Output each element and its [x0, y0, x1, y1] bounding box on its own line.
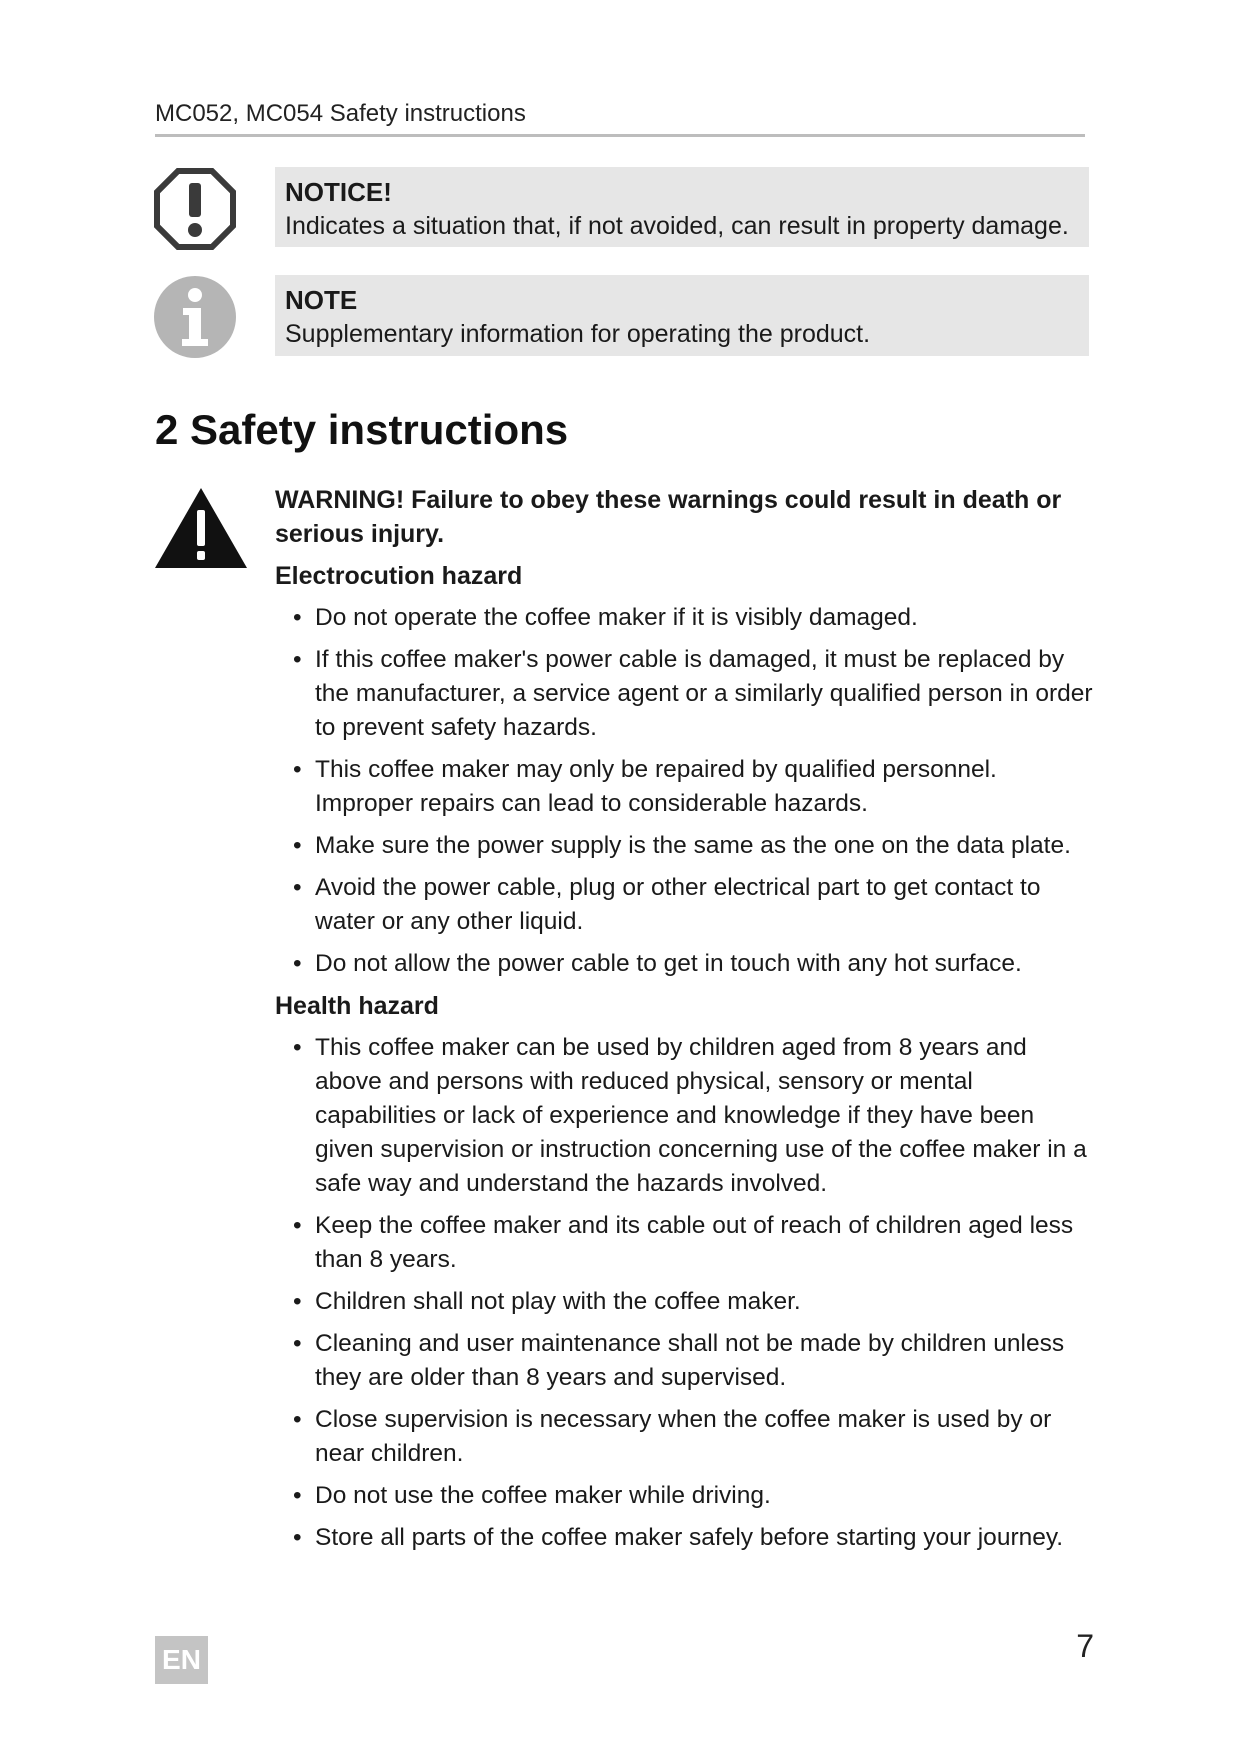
page-number: 7 [1076, 1628, 1094, 1664]
list-item: • This coffee maker may only be repaired by qualified personnel. Improper repairs can lead to considerable hazards. [275, 753, 1095, 821]
list-item: • Children shall not play with the coffee maker. [275, 1285, 1095, 1319]
list-item: • Avoid the power cable, plug or other electrical part to get contact to water or any other liquid. [275, 871, 1095, 939]
list-item: • Make sure the power supply is the same as the one on the data plate. [275, 829, 1095, 863]
section-heading: 2 Safety instructions [155, 406, 569, 453]
list-item: • Keep the coffee maker and its cable out of reach of children aged less than 8 years. [275, 1209, 1095, 1277]
list-item: • Do not operate the coffee maker if it is visibly damaged. [275, 601, 1095, 635]
notice-text: Indicates a situation that, if not avoided, can result in property damage. [285, 212, 1069, 240]
warning-statement: WARNING! Failure to obey these warnings could result in death or serious injury. [275, 486, 1062, 548]
warning-triangle-icon [153, 486, 249, 570]
notice-title: NOTICE! [285, 177, 392, 207]
note-box [275, 275, 1089, 356]
health-list [275, 1031, 1095, 1555]
health-heading: Health hazard [275, 992, 439, 1020]
list-item: • Close supervision is necessary when the coffee maker is used by or near children. [275, 1403, 1095, 1471]
list-item: • This coffee maker can be used by children aged from 8 years and above and persons with reduced physical, sensory or mental capabilities or lack of experience and knowledge if they have been given supervision or instruction concerning use of the coffee maker in a safe way and understand the hazards involved. [275, 1031, 1095, 1201]
list-item: • Store all parts of the coffee maker safely before starting your journey. [275, 1521, 1095, 1555]
electrocution-heading: Electrocution hazard [275, 562, 523, 590]
page-header: MC052, MC054 Safety instructions [155, 100, 1085, 137]
info-icon [153, 275, 237, 359]
list-item: • If this coffee maker's power cable is damaged, it must be replaced by the manufacturer, a service agent or a similarly qualified person in order to prevent safety hazards. [275, 643, 1095, 745]
list-item: • Cleaning and user maintenance shall not be made by children unless they are older than 8 years and supervised. [275, 1327, 1095, 1395]
note-text: Supplementary information for operating the product. [285, 320, 871, 348]
notice-box [275, 167, 1089, 247]
notice-octagon-icon [153, 167, 237, 251]
safety-content [275, 483, 1095, 1563]
note-title: NOTE [285, 285, 358, 315]
list-item: • Do not use the coffee maker while driving. [275, 1479, 1095, 1513]
list-item: • Do not allow the power cable to get in touch with any hot surface. [275, 947, 1095, 981]
electrocution-list [275, 601, 1095, 981]
language-badge: EN [155, 1636, 208, 1684]
